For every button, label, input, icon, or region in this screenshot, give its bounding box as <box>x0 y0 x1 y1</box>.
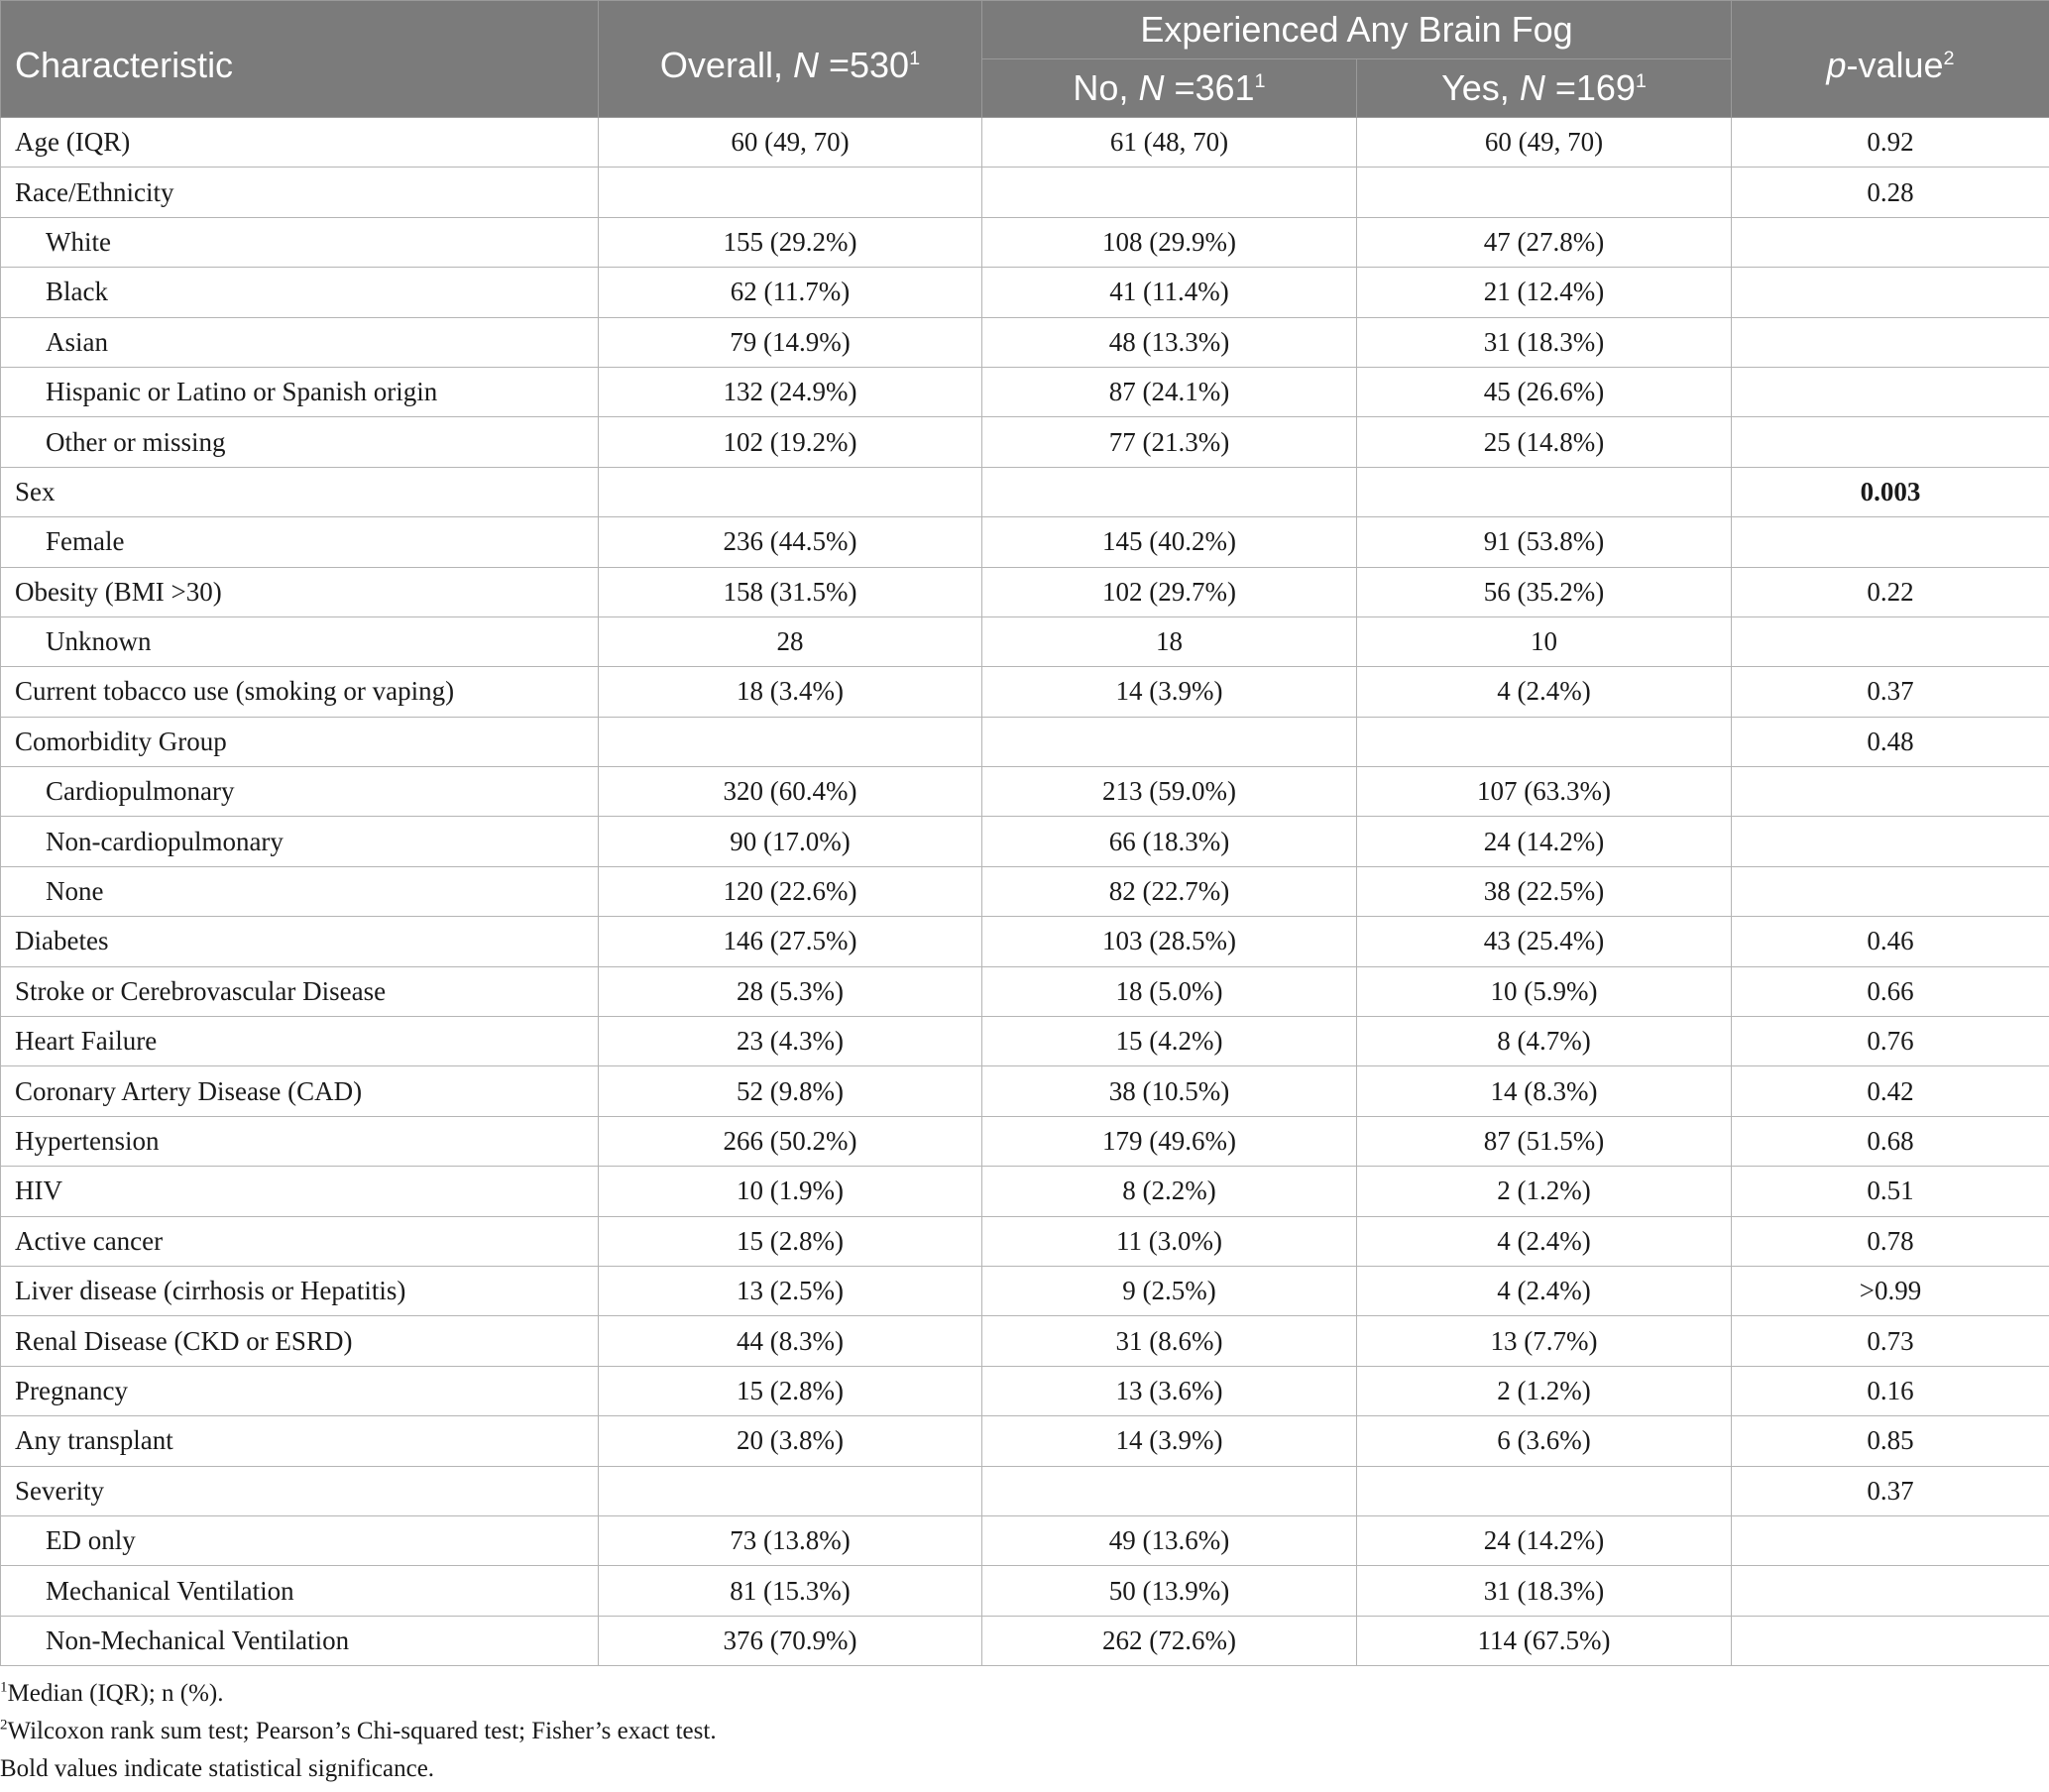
cell-overall: 266 (50.2%) <box>599 1116 982 1166</box>
cell-p-value: 0.37 <box>1732 1466 2049 1515</box>
cell-overall: 62 (11.7%) <box>599 268 982 317</box>
cell-yes <box>1357 467 1732 516</box>
cell-no: 145 (40.2%) <box>982 517 1357 567</box>
header-no-n: N <box>1138 67 1165 108</box>
row-label: Stroke or Cerebrovascular Disease <box>1 966 599 1016</box>
row-label: Non-Mechanical Ventilation <box>1 1616 599 1665</box>
cell-yes: 38 (22.5%) <box>1357 866 1732 916</box>
table-row <box>1 966 2049 1016</box>
cell-yes: 114 (67.5%) <box>1357 1616 1732 1665</box>
cell-yes: 45 (26.6%) <box>1357 367 1732 416</box>
row-label: HIV <box>1 1167 599 1216</box>
cell-overall: 90 (17.0%) <box>599 817 982 866</box>
cell-yes: 6 (3.6%) <box>1357 1416 1732 1466</box>
row-label: Heart Failure <box>1 1017 599 1066</box>
cell-no: 31 (8.6%) <box>982 1316 1357 1366</box>
row-label: Mechanical Ventilation <box>1 1566 599 1616</box>
cell-overall: 320 (60.4%) <box>599 767 982 817</box>
header-yes-n: N <box>1519 67 1545 108</box>
cell-p-value: 0.92 <box>1732 118 2049 168</box>
cell-overall <box>599 168 982 217</box>
table-row <box>1 417 2049 467</box>
header-yes <box>1357 59 1732 118</box>
cell-overall: 73 (13.8%) <box>599 1515 982 1565</box>
cell-overall: 44 (8.3%) <box>599 1316 982 1366</box>
cell-yes: 4 (2.4%) <box>1357 1266 1732 1315</box>
table-row <box>1 268 2049 317</box>
table-row <box>1 1066 2049 1116</box>
cell-yes: 31 (18.3%) <box>1357 317 1732 367</box>
cell-p-value: 0.51 <box>1732 1167 2049 1216</box>
table-row <box>1 317 2049 367</box>
table-row <box>1 1017 2049 1066</box>
cell-overall: 102 (19.2%) <box>599 417 982 467</box>
cell-overall: 18 (3.4%) <box>599 667 982 717</box>
cell-yes: 107 (63.3%) <box>1357 767 1732 817</box>
table-row <box>1 616 2049 666</box>
cell-yes <box>1357 717 1732 766</box>
cell-p-value: 0.78 <box>1732 1216 2049 1266</box>
table-header <box>1 1 2049 118</box>
cell-no: 18 (5.0%) <box>982 966 1357 1016</box>
cell-no <box>982 467 1357 516</box>
row-label: Asian <box>1 317 599 367</box>
table-row <box>1 1116 2049 1166</box>
cell-no: 38 (10.5%) <box>982 1066 1357 1116</box>
cell-no: 87 (24.1%) <box>982 367 1357 416</box>
row-label: Hypertension <box>1 1116 599 1166</box>
cell-yes: 56 (35.2%) <box>1357 567 1732 616</box>
cell-yes: 14 (8.3%) <box>1357 1066 1732 1116</box>
cell-p-value <box>1732 217 2049 267</box>
cell-p-value <box>1732 367 2049 416</box>
cell-overall: 79 (14.9%) <box>599 317 982 367</box>
cell-yes: 31 (18.3%) <box>1357 1566 1732 1616</box>
table-row <box>1 217 2049 267</box>
cell-no: 262 (72.6%) <box>982 1616 1357 1665</box>
cell-overall: 236 (44.5%) <box>599 517 982 567</box>
footnote-1-text: Median (IQR); n (%). <box>7 1680 224 1707</box>
cell-no: 14 (3.9%) <box>982 1416 1357 1466</box>
row-label: Coronary Artery Disease (CAD) <box>1 1066 599 1116</box>
row-label: Age (IQR) <box>1 118 599 168</box>
cell-p-value: 0.48 <box>1732 717 2049 766</box>
header-p-value <box>1732 1 2049 118</box>
cell-overall: 376 (70.9%) <box>599 1616 982 1665</box>
cell-yes: 10 <box>1357 616 1732 666</box>
cell-p-value: 0.003 <box>1732 467 2049 516</box>
row-label: Female <box>1 517 599 567</box>
cell-no <box>982 168 1357 217</box>
table-row <box>1 866 2049 916</box>
cell-no: 49 (13.6%) <box>982 1515 1357 1565</box>
cell-yes: 87 (51.5%) <box>1357 1116 1732 1166</box>
table-row <box>1 717 2049 766</box>
header-no <box>982 59 1357 118</box>
cell-yes <box>1357 168 1732 217</box>
cell-yes: 4 (2.4%) <box>1357 1216 1732 1266</box>
cell-overall: 20 (3.8%) <box>599 1416 982 1466</box>
cell-p-value: 0.37 <box>1732 667 2049 717</box>
cell-yes: 4 (2.4%) <box>1357 667 1732 717</box>
footnotes <box>0 1675 2049 1788</box>
table-row <box>1 567 2049 616</box>
cell-overall <box>599 467 982 516</box>
table-row <box>1 817 2049 866</box>
table-row <box>1 767 2049 817</box>
footnote-2-text: Wilcoxon rank sum test; Pearson’s Chi-squared test; Fisher’s exact test. <box>7 1718 717 1744</box>
table-row <box>1 1167 2049 1216</box>
cell-p-value: >0.99 <box>1732 1266 2049 1315</box>
cell-yes: 24 (14.2%) <box>1357 1515 1732 1565</box>
cell-p-value: 0.42 <box>1732 1066 2049 1116</box>
header-overall-n: N <box>792 44 819 85</box>
cell-yes: 24 (14.2%) <box>1357 817 1732 866</box>
table-row <box>1 118 2049 168</box>
table-row <box>1 1616 2049 1665</box>
table-row <box>1 467 2049 516</box>
cell-p-value <box>1732 817 2049 866</box>
row-label: Comorbidity Group <box>1 717 599 766</box>
cell-p-value: 0.66 <box>1732 966 2049 1016</box>
cell-p-value <box>1732 268 2049 317</box>
cell-yes: 25 (14.8%) <box>1357 417 1732 467</box>
row-label: ED only <box>1 1515 599 1565</box>
header-overall-value: =530 <box>818 44 910 85</box>
row-label: White <box>1 217 599 267</box>
cell-overall: 15 (2.8%) <box>599 1216 982 1266</box>
cell-no: 41 (11.4%) <box>982 268 1357 317</box>
row-label: Sex <box>1 467 599 516</box>
cell-p-value: 0.16 <box>1732 1366 2049 1415</box>
footnote-1-sup: 1 <box>0 1679 8 1696</box>
cell-overall: 120 (22.6%) <box>599 866 982 916</box>
cell-no: 82 (22.7%) <box>982 866 1357 916</box>
header-brain-fog-group: Experienced Any Brain Fog <box>982 1 1732 59</box>
table-row <box>1 517 2049 567</box>
cell-yes: 2 (1.2%) <box>1357 1366 1732 1415</box>
cell-yes: 47 (27.8%) <box>1357 217 1732 267</box>
cell-no: 66 (18.3%) <box>982 817 1357 866</box>
row-label: Black <box>1 268 599 317</box>
cell-yes: 43 (25.4%) <box>1357 917 1732 966</box>
footnote-3: Bold values indicate statistical significance. <box>0 1755 435 1782</box>
cell-overall: 23 (4.3%) <box>599 1017 982 1066</box>
cell-yes: 8 (4.7%) <box>1357 1017 1732 1066</box>
cell-yes: 21 (12.4%) <box>1357 268 1732 317</box>
cell-p-value <box>1732 866 2049 916</box>
cell-overall: 10 (1.9%) <box>599 1167 982 1216</box>
cell-p-value <box>1732 1515 2049 1565</box>
cell-p-value <box>1732 517 2049 567</box>
cell-no: 102 (29.7%) <box>982 567 1357 616</box>
row-label: Non-cardiopulmonary <box>1 817 599 866</box>
cell-p-value: 0.85 <box>1732 1416 2049 1466</box>
row-label: Unknown <box>1 616 599 666</box>
cell-no: 108 (29.9%) <box>982 217 1357 267</box>
footnote-2-sup: 2 <box>0 1717 8 1734</box>
cell-yes: 91 (53.8%) <box>1357 517 1732 567</box>
table-row <box>1 667 2049 717</box>
table-row <box>1 1466 2049 1515</box>
cell-no: 8 (2.2%) <box>982 1167 1357 1216</box>
row-label: Hispanic or Latino or Spanish origin <box>1 367 599 416</box>
cell-no: 50 (13.9%) <box>982 1566 1357 1616</box>
cell-yes: 60 (49, 70) <box>1357 118 1732 168</box>
table-row <box>1 1216 2049 1266</box>
cell-no: 15 (4.2%) <box>982 1017 1357 1066</box>
row-label: Active cancer <box>1 1216 599 1266</box>
cell-overall: 60 (49, 70) <box>599 118 982 168</box>
header-characteristic: Characteristic <box>1 1 599 118</box>
row-label: None <box>1 866 599 916</box>
row-label: Liver disease (cirrhosis or Hepatitis) <box>1 1266 599 1315</box>
row-label: Any transplant <box>1 1416 599 1466</box>
cell-p-value <box>1732 616 2049 666</box>
cell-no: 18 <box>982 616 1357 666</box>
table-body <box>1 118 2049 1666</box>
header-overall <box>599 1 982 118</box>
header-no-value: =361 <box>1164 67 1255 108</box>
header-p-rest: -value <box>1846 44 1944 85</box>
cell-p-value: 0.28 <box>1732 168 2049 217</box>
cell-p-value: 0.46 <box>1732 917 2049 966</box>
cell-no: 179 (49.6%) <box>982 1116 1357 1166</box>
table-row <box>1 1366 2049 1415</box>
cell-overall: 52 (9.8%) <box>599 1066 982 1116</box>
table-row <box>1 1266 2049 1315</box>
cell-p-value: 0.68 <box>1732 1116 2049 1166</box>
table-row <box>1 168 2049 217</box>
cell-yes: 10 (5.9%) <box>1357 966 1732 1016</box>
footnote-2 <box>0 1713 2049 1750</box>
table-row <box>1 917 2049 966</box>
cell-no <box>982 717 1357 766</box>
cell-no: 103 (28.5%) <box>982 917 1357 966</box>
table-row <box>1 1566 2049 1616</box>
cell-overall <box>599 1466 982 1515</box>
row-label: Renal Disease (CKD or ESRD) <box>1 1316 599 1366</box>
table-row <box>1 367 2049 416</box>
cell-no: 11 (3.0%) <box>982 1216 1357 1266</box>
cell-no: 61 (48, 70) <box>982 118 1357 168</box>
header-no-sup: 1 <box>1254 70 1266 92</box>
header-p-sup: 2 <box>1943 47 1955 69</box>
cell-p-value: 0.22 <box>1732 567 2049 616</box>
cell-no: 9 (2.5%) <box>982 1266 1357 1315</box>
cell-p-value <box>1732 1566 2049 1616</box>
header-no-prefix: No, <box>1073 67 1139 108</box>
cell-overall: 158 (31.5%) <box>599 567 982 616</box>
cell-overall: 146 (27.5%) <box>599 917 982 966</box>
table-row <box>1 1316 2049 1366</box>
row-label: Pregnancy <box>1 1366 599 1415</box>
cell-no <box>982 1466 1357 1515</box>
header-p-italic: p <box>1826 44 1847 85</box>
cell-p-value <box>1732 1616 2049 1665</box>
table-row <box>1 1416 2049 1466</box>
cell-p-value <box>1732 417 2049 467</box>
row-label: Obesity (BMI >30) <box>1 567 599 616</box>
cell-no: 77 (21.3%) <box>982 417 1357 467</box>
cell-yes <box>1357 1466 1732 1515</box>
cell-yes: 13 (7.7%) <box>1357 1316 1732 1366</box>
cell-yes: 2 (1.2%) <box>1357 1167 1732 1216</box>
row-label: Severity <box>1 1466 599 1515</box>
cell-overall: 28 <box>599 616 982 666</box>
cell-p-value: 0.76 <box>1732 1017 2049 1066</box>
header-overall-prefix: Overall, <box>659 44 793 85</box>
cell-overall: 81 (15.3%) <box>599 1566 982 1616</box>
row-label: Current tobacco use (smoking or vaping) <box>1 667 599 717</box>
cell-no: 48 (13.3%) <box>982 317 1357 367</box>
cell-overall: 13 (2.5%) <box>599 1266 982 1315</box>
cell-overall: 132 (24.9%) <box>599 367 982 416</box>
header-yes-sup: 1 <box>1635 70 1647 92</box>
header-overall-sup: 1 <box>909 47 921 69</box>
cell-p-value <box>1732 767 2049 817</box>
footnote-1 <box>0 1675 2049 1713</box>
cell-overall: 155 (29.2%) <box>599 217 982 267</box>
cell-p-value: 0.73 <box>1732 1316 2049 1366</box>
header-yes-prefix: Yes, <box>1441 67 1520 108</box>
cell-no: 213 (59.0%) <box>982 767 1357 817</box>
table-row <box>1 1515 2049 1565</box>
header-yes-value: =169 <box>1544 67 1636 108</box>
row-label: Race/Ethnicity <box>1 168 599 217</box>
cell-overall: 15 (2.8%) <box>599 1366 982 1415</box>
cell-no: 13 (3.6%) <box>982 1366 1357 1415</box>
row-label: Cardiopulmonary <box>1 767 599 817</box>
row-label: Diabetes <box>1 917 599 966</box>
cell-overall <box>599 717 982 766</box>
cell-no: 14 (3.9%) <box>982 667 1357 717</box>
row-label: Other or missing <box>1 417 599 467</box>
cell-overall: 28 (5.3%) <box>599 966 982 1016</box>
cell-p-value <box>1732 317 2049 367</box>
